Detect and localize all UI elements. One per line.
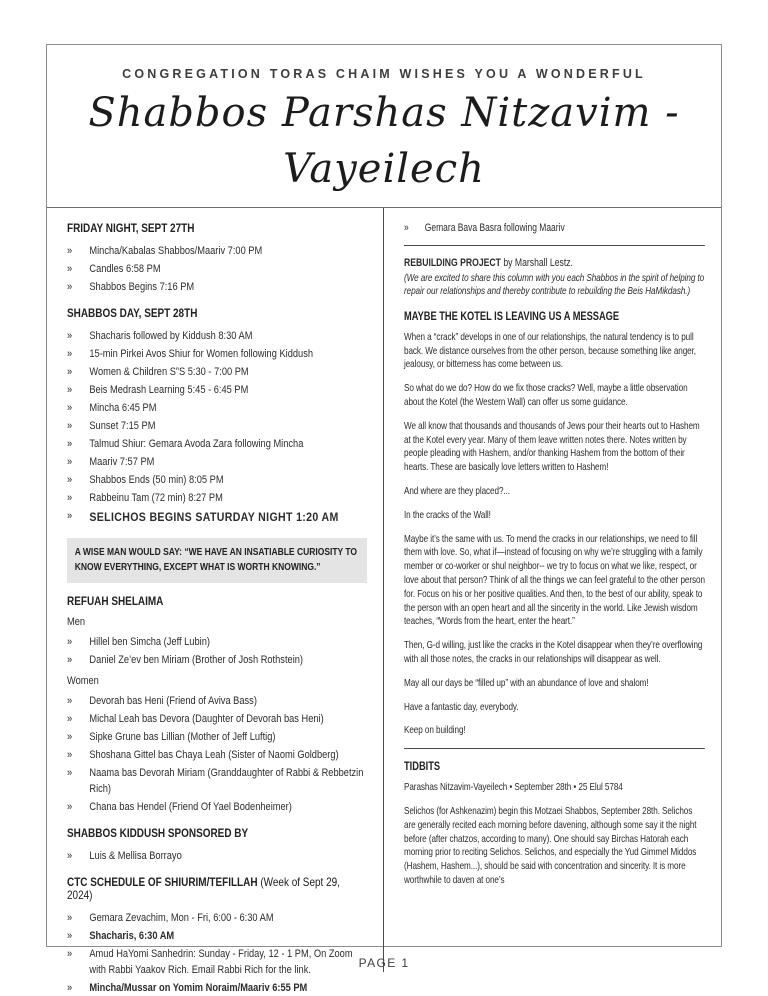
list-item-text: Amud HaYomi Sanhedrin: Sunday - Friday, 12 - 1 PM, On Zoom with Rabbi Yaakov Rich. Email Rabbi Rich for the link. <box>89 948 353 976</box>
list-item-text: Gemara Bava Basra following Maariv <box>424 222 565 234</box>
list-item <box>67 799 367 815</box>
list-item-text: Beis Medrash Learning 5:45 - 6:45 PM <box>89 384 249 396</box>
section-heading-kiddush: SHABBOS KIDDUSH SPONSORED BY <box>67 827 249 840</box>
list-item-text: 15-min Pirkei Avos Shiur for Women following Kiddush <box>89 348 314 360</box>
tidbits-body: Selichos (for Ashkenazim) begin this Motzaei Shabbos, September 28th. Selichos are generally recited each morning before davening, although some say it the night before (after chatzos, according to many). One should say Birchas Hatorah each morning prior to reciting Selichos. Selichos, and especially the Yud Gimmel Middos (Hashem, Hashem...), should be said with concentration and sincerity. It is more worthwhile to daven at one’s <box>404 805 697 886</box>
chevron-bullet-icon: » <box>67 492 73 504</box>
chevron-bullet-icon: » <box>67 930 73 942</box>
list-item-text: Michal Leah bas Devora (Daughter of Devorah bas Heni) <box>89 713 324 725</box>
list-item <box>67 328 367 344</box>
chevron-bullet-icon: » <box>67 636 73 648</box>
list-item <box>67 418 367 434</box>
list-item <box>67 364 367 380</box>
chevron-bullet-icon: » <box>67 245 73 257</box>
list-item-text: Candles 6:58 PM <box>89 263 161 275</box>
list-item <box>67 980 367 996</box>
list-item <box>67 382 367 398</box>
list-item-text: Mincha 6:45 PM <box>89 402 157 414</box>
right-column <box>384 208 721 972</box>
rebuilding-project-title: REBUILDING PROJECT <box>404 257 501 269</box>
list-item <box>67 634 367 650</box>
article-paragraph: Keep on building! <box>404 725 466 737</box>
chevron-bullet-icon: » <box>67 912 73 924</box>
chevron-bullet-icon: » <box>67 731 73 743</box>
chevron-bullet-icon: » <box>67 420 73 432</box>
article-paragraph: Then, G-d willing, just like the cracks in the Kotel disappear when they’re overflowing with all those notes, the cracks in our relationships will disappear as well. <box>404 640 703 665</box>
list-item <box>67 243 367 259</box>
article-paragraph: Maybe it’s the same with us. To mend the cracks in our relationships, we need to fill them with love. So, what if—instead of focusing on why we’re struggling with a family member or co-worker or shul neighbor-- we try to focus on what we like, respect, or love about that person? Think of all the things we can feel grateful to the other person for. Focus on his or her positive qualities. And then, to the best of our ability, speak to the person with an open heart and all the sincerity in the world. Like Jewish wisdom teaches, “Words from the heart, enter the heart.” <box>404 533 705 628</box>
list-item <box>67 693 367 709</box>
article-paragraph: May all our days be “filled up” with an abundance of love and shalom! <box>404 677 649 689</box>
list-item <box>67 346 367 362</box>
chevron-bullet-icon: » <box>67 948 73 960</box>
section-heading-ctc-schedule <box>67 876 367 902</box>
list-item <box>67 910 367 926</box>
rebuilding-project-note: (We are excited to share this column with you each Shabbos in the spirit of helping to repair our relationships and thereby contribute to rebuilding the Beis HaMikdash.) <box>404 273 705 298</box>
kotel-article-heading: MAYBE THE KOTEL IS LEAVING US A MESSAGE <box>404 309 620 323</box>
content-columns <box>47 208 721 994</box>
list-item-text: Chana bas Hendel (Friend Of Yael Bodenheimer) <box>89 801 292 813</box>
list-item-text: Maariv 7:57 PM <box>89 456 155 468</box>
list-item <box>67 747 367 763</box>
list-item <box>67 652 367 668</box>
list-item-text: Gemara Zevachim, Mon - Fri, 6:00 - 6:30 AM <box>89 912 274 924</box>
list-item <box>404 220 705 236</box>
chevron-bullet-icon: » <box>67 474 73 486</box>
list-item-text: Luis & Mellisa Borrayo <box>89 850 182 862</box>
chevron-bullet-icon: » <box>67 438 73 450</box>
list-item-text: Sipke Grune bas Lillian (Mother of Jeff Luftig) <box>89 731 276 743</box>
chevron-bullet-icon: » <box>67 402 73 414</box>
section-heading-refuah: REFUAH SHELAIMA <box>67 595 164 608</box>
list-item <box>67 848 367 864</box>
masthead <box>47 45 721 208</box>
masthead-tagline: CONGREGATION TORAS CHAIM WISHES YOU A WONDERFUL <box>122 67 646 81</box>
rebuilding-project-byline: by Marshall Lestz. <box>500 257 573 269</box>
list-item <box>67 928 367 944</box>
chevron-bullet-icon: » <box>67 510 73 522</box>
rebuilding-project-heading <box>404 256 705 270</box>
article-paragraph: And where are they placed?... <box>404 485 510 497</box>
list-item <box>67 261 367 277</box>
section-heading-friday-night: FRIDAY NIGHT, SEPT 27TH <box>67 222 195 235</box>
list-item <box>67 490 367 506</box>
chevron-bullet-icon: » <box>67 749 73 761</box>
list-item-text: Hillel ben Simcha (Jeff Lubin) <box>89 636 210 648</box>
chevron-bullet-icon: » <box>404 222 409 234</box>
section-divider <box>404 245 705 246</box>
tidbits-heading: TIDBITS <box>404 760 441 774</box>
article-paragraph: When a “crack” develops in one of our relationships, the natural tendency is to pull back. We distance ourselves from the other person, because something like anger, jealousy, or bitterness has come between us. <box>404 331 696 371</box>
chevron-bullet-icon: » <box>67 713 73 725</box>
chevron-bullet-icon: » <box>67 330 73 342</box>
chevron-bullet-icon: » <box>67 456 73 468</box>
chevron-bullet-icon: » <box>67 281 73 293</box>
chevron-bullet-icon: » <box>67 654 73 666</box>
tidbits-subtitle: Parashas Nitzavim-Vayeilech • September 28th • 25 Elul 5784 <box>404 782 623 794</box>
list-item <box>67 472 367 488</box>
list-item-text: Shacharis, 6:30 AM <box>89 930 175 942</box>
article-paragraph: Have a fantastic day, everybody. <box>404 701 519 713</box>
refuah-men-label: Men <box>67 616 86 628</box>
list-item-text: Sunset 7:15 PM <box>89 420 156 432</box>
article-paragraph: We all know that thousands and thousands of Jews pour their hearts out to Hashem at the Kotel every year. Many of them leave written notes there. Notes written by people pleading with Hashem, and/or thanking Hashem from the bottom of their hearts. These are basically love letters written to Hashem! <box>404 420 700 474</box>
list-item-text: Shabbos Ends (50 min) 8:05 PM <box>89 474 224 486</box>
list-item <box>67 436 367 452</box>
article-paragraph: So what do we do? How do we fix those cracks? Well, maybe a little observation about the Kotel (the Western Wall) can offer us some guidance. <box>404 383 688 408</box>
chevron-bullet-icon: » <box>67 263 73 275</box>
ctc-heading-week: (Week of Sept 29, 2024) <box>67 876 340 902</box>
chevron-bullet-icon: » <box>67 850 73 862</box>
selichos-announcement <box>67 508 367 526</box>
list-item-text: Rabbeinu Tam (72 min) 8:27 PM <box>89 492 223 504</box>
chevron-bullet-icon: » <box>67 801 73 813</box>
section-heading-shabbos-day: SHABBOS DAY, SEPT 28TH <box>67 307 198 320</box>
left-column <box>47 208 384 994</box>
chevron-bullet-icon: » <box>67 384 73 396</box>
list-item <box>67 711 367 727</box>
selichos-announcement-text: SELICHOS BEGINS SATURDAY NIGHT 1:20 AM <box>89 510 339 524</box>
list-item <box>67 454 367 470</box>
chevron-bullet-icon: » <box>67 982 73 994</box>
chevron-bullet-icon: » <box>67 695 73 707</box>
list-item-text: Shabbos Begins 7:16 PM <box>89 281 195 293</box>
quote-box: A WISE MAN WOULD SAY: “WE HAVE AN INSATIABLE CURIOSITY TO KNOW EVERYTHING, EXCEPT WHAT IS WORTH KNOWING.” <box>67 538 367 583</box>
list-item-text: Mincha/Mussar on Yomim Noraim/Maariv 6:55 PM <box>89 982 308 994</box>
list-item-text: Naama bas Devorah Miriam (Granddaughter of Rabbi & Rebbetzin Rich) <box>89 767 364 795</box>
section-divider <box>404 748 705 749</box>
list-item-text: Talmud Shiur: Gemara Avoda Zara following Mincha <box>89 438 304 450</box>
list-item-text: Women & Children S”S 5:30 - 7:00 PM <box>89 366 249 378</box>
article-paragraph: In the cracks of the Wall! <box>404 509 491 521</box>
chevron-bullet-icon: » <box>67 348 73 360</box>
chevron-bullet-icon: » <box>67 767 73 779</box>
page-title: Shabbos Parshas Nitzavim - Vayeilech <box>88 90 680 192</box>
list-item <box>67 765 367 797</box>
list-item <box>67 279 367 295</box>
list-item-text: Shoshana Gittel bas Chaya Leah (Sister of Naomi Goldberg) <box>89 749 339 761</box>
refuah-women-label: Women <box>67 675 99 687</box>
list-item <box>67 400 367 416</box>
ctc-heading-text: CTC SCHEDULE OF SHIURIM/TEFILLAH <box>67 876 258 889</box>
list-item-text: Mincha/Kabalas Shabbos/Maariv 7:00 PM <box>89 245 263 257</box>
list-item-text: Devorah bas Heni (Friend of Aviva Bass) <box>89 695 257 707</box>
chevron-bullet-icon: » <box>67 366 73 378</box>
list-item-text: Shacharis followed by Kiddush 8:30 AM <box>89 330 253 342</box>
page-number: PAGE 1 <box>358 956 410 970</box>
list-item <box>67 729 367 745</box>
list-item-text: Daniel Ze’ev ben Miriam (Brother of Josh Rothstein) <box>89 654 304 666</box>
